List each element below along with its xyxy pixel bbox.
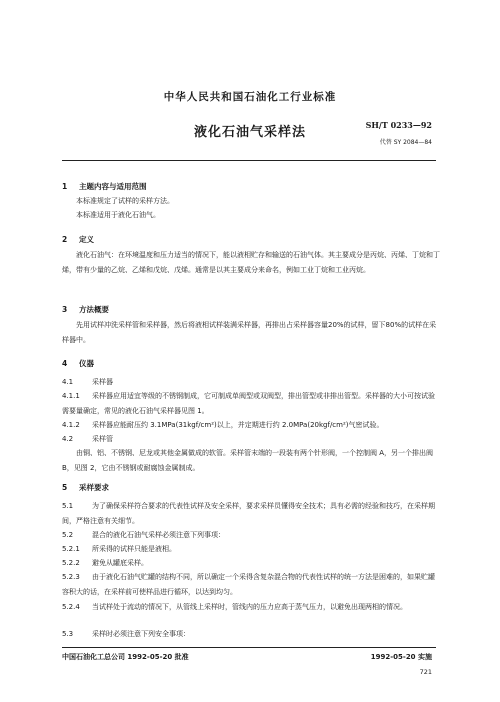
- clause-4-2: 4.2 采样管: [62, 435, 113, 443]
- standard-code: SH/T 0233—92: [365, 120, 432, 130]
- header-divider: [62, 160, 436, 161]
- clause-4-1: 4.1 采样器: [62, 378, 113, 386]
- clause-5-2: 5.2 混合的液化石油气采样必须注意下列事项：: [62, 531, 225, 539]
- approval-note: 中国石油化工总公司 1992-05-20 批准: [62, 653, 189, 661]
- document-title: 液化石油气采样法: [193, 125, 306, 140]
- section-heading-4: 4 仪器: [62, 359, 94, 368]
- replaces-note: 代替 SY 2084—84: [379, 139, 432, 146]
- clause-4-1-1: 4.1.1 采样器应用适宜等级的不锈钢制成，它可制成单阀型或双阀型，排出管型或非排出管型。采样器的大小可按试验需要量确定，常见的液化石油气采样器见图 1。: [62, 392, 435, 415]
- clause-4-1-2: 4.1.2 采样器应能耐压约 3.1MPa(31kgf/cm²)以上，并定期进行约 2.0MPa(20kgf/cm²)气密试验。: [62, 421, 384, 429]
- section-heading-2: 2 定义: [62, 235, 94, 244]
- clause-5-1: 5.1 为了确保采样符合要求的代表性试样及安全采样，要求采样员懂得安全技术；具有必需的经验和技巧，在采样期间，严格注意有关细节。: [62, 502, 435, 525]
- implementation-note: 1992-05-20 实施: [370, 653, 432, 661]
- section-1-para-1: 本标准规定了试样的采样方法。: [76, 197, 174, 205]
- clause-5-2-4: 5.2.4 当试样处于流动的情况下，从管线上采样时，管线内的压力应高于蒸气压力，以避免出现两相的情况。: [62, 603, 407, 611]
- clause-5-2-3: 5.2.3 由于液化石油气贮罐的结构不同，所以确定一个采得含复杂混合物的代表性试样的统一方法是困难的，如果贮罐容积大的话，在采样前可使样品进行循环，以达到均匀。: [62, 573, 435, 596]
- section-2-para-1: 液化石油气：在环境温度和压力适当的情况下，能以液相贮存和输送的石油气体。其主要成分是丙烷、丙烯、丁烷和丁烯，带有少量的乙烷、乙烯和戊烷、戊烯。通常是以其主要成分来命名，例如工业丁烷和工业丙烷。: [62, 251, 440, 274]
- section-heading-5: 5 采样要求: [62, 483, 109, 492]
- section-3-para-1: 先用试样冲洗采样管和采样器，然后将液相试样装满采样器，再排出占采样器容量20%的试样，留下80%的试样在采样器中。: [62, 321, 437, 344]
- clause-5-2-1: 5.2.1 所采得的试样只能是液相。: [62, 545, 176, 553]
- clause-5-3: 5.3 采样时必须注意下列安全事项：: [62, 630, 190, 638]
- footer-divider: [62, 647, 436, 648]
- section-heading-3: 3 方法概要: [62, 305, 109, 314]
- clause-4-2-para: 由铜、铝、不锈钢、尼龙或其他金属做成的软管。采样管末端的一段装有两个针形阀，一个控制阀 A，另一个排出阀 B，见图 2，它由不锈钢或耐腐蚀金属制成。: [62, 449, 434, 472]
- standard-category-heading: 中华人民共和国石油化工行业标准: [163, 91, 337, 103]
- page-number: 721: [419, 668, 432, 676]
- section-heading-1: 1 主题内容与适用范围: [62, 182, 147, 191]
- clause-5-2-2: 5.2.2 避免从罐底采样。: [62, 559, 148, 567]
- section-1-para-2: 本标准适用于液化石油气。: [76, 211, 160, 219]
